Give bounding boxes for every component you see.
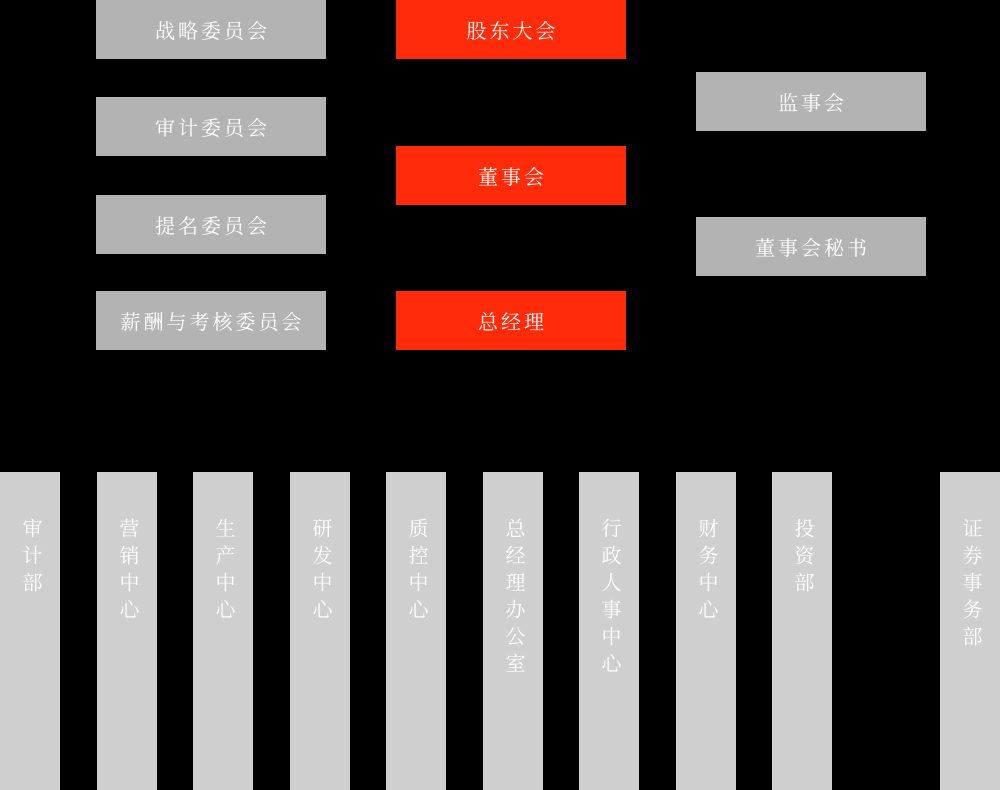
dept-label: 质控中心 [405,518,427,626]
dept-label: 审计部 [19,518,41,599]
org-box-shareholders-meeting: 股东大会 [396,0,626,59]
org-box-supervisory-board: 监事会 [696,72,926,131]
dept-label: 财务中心 [695,518,717,626]
dept-label: 证券事务部 [959,518,981,653]
dept-investment-department [772,472,832,790]
dept-finance-center [676,472,736,790]
dept-audit-department [0,472,60,790]
dept-production-center [193,472,253,790]
dept-general-manager-office [483,472,543,790]
org-box-nomination-committee: 提名委员会 [96,195,326,254]
dept-label: 行政人事中心 [598,518,620,680]
dept-rd-center [290,472,350,790]
dept-marketing-center [97,472,157,790]
dept-label: 投资部 [791,518,813,599]
org-box-board-of-directors: 董事会 [396,146,626,205]
dept-label: 营销中心 [116,518,138,626]
org-box-remuneration-assessment-committee: 薪酬与考核委员会 [96,291,326,350]
org-box-general-manager: 总经理 [396,291,626,350]
dept-label: 总经理办公室 [502,518,524,680]
org-box-audit-committee: 审计委员会 [96,97,326,156]
dept-admin-hr-center [579,472,639,790]
dept-label: 研发中心 [309,518,331,626]
dept-quality-control-center [386,472,446,790]
dept-label: 生产中心 [212,518,234,626]
org-box-strategy-committee: 战略委员会 [96,0,326,59]
org-box-board-secretary: 董事会秘书 [696,217,926,276]
dept-securities-affairs-department [940,472,1000,790]
